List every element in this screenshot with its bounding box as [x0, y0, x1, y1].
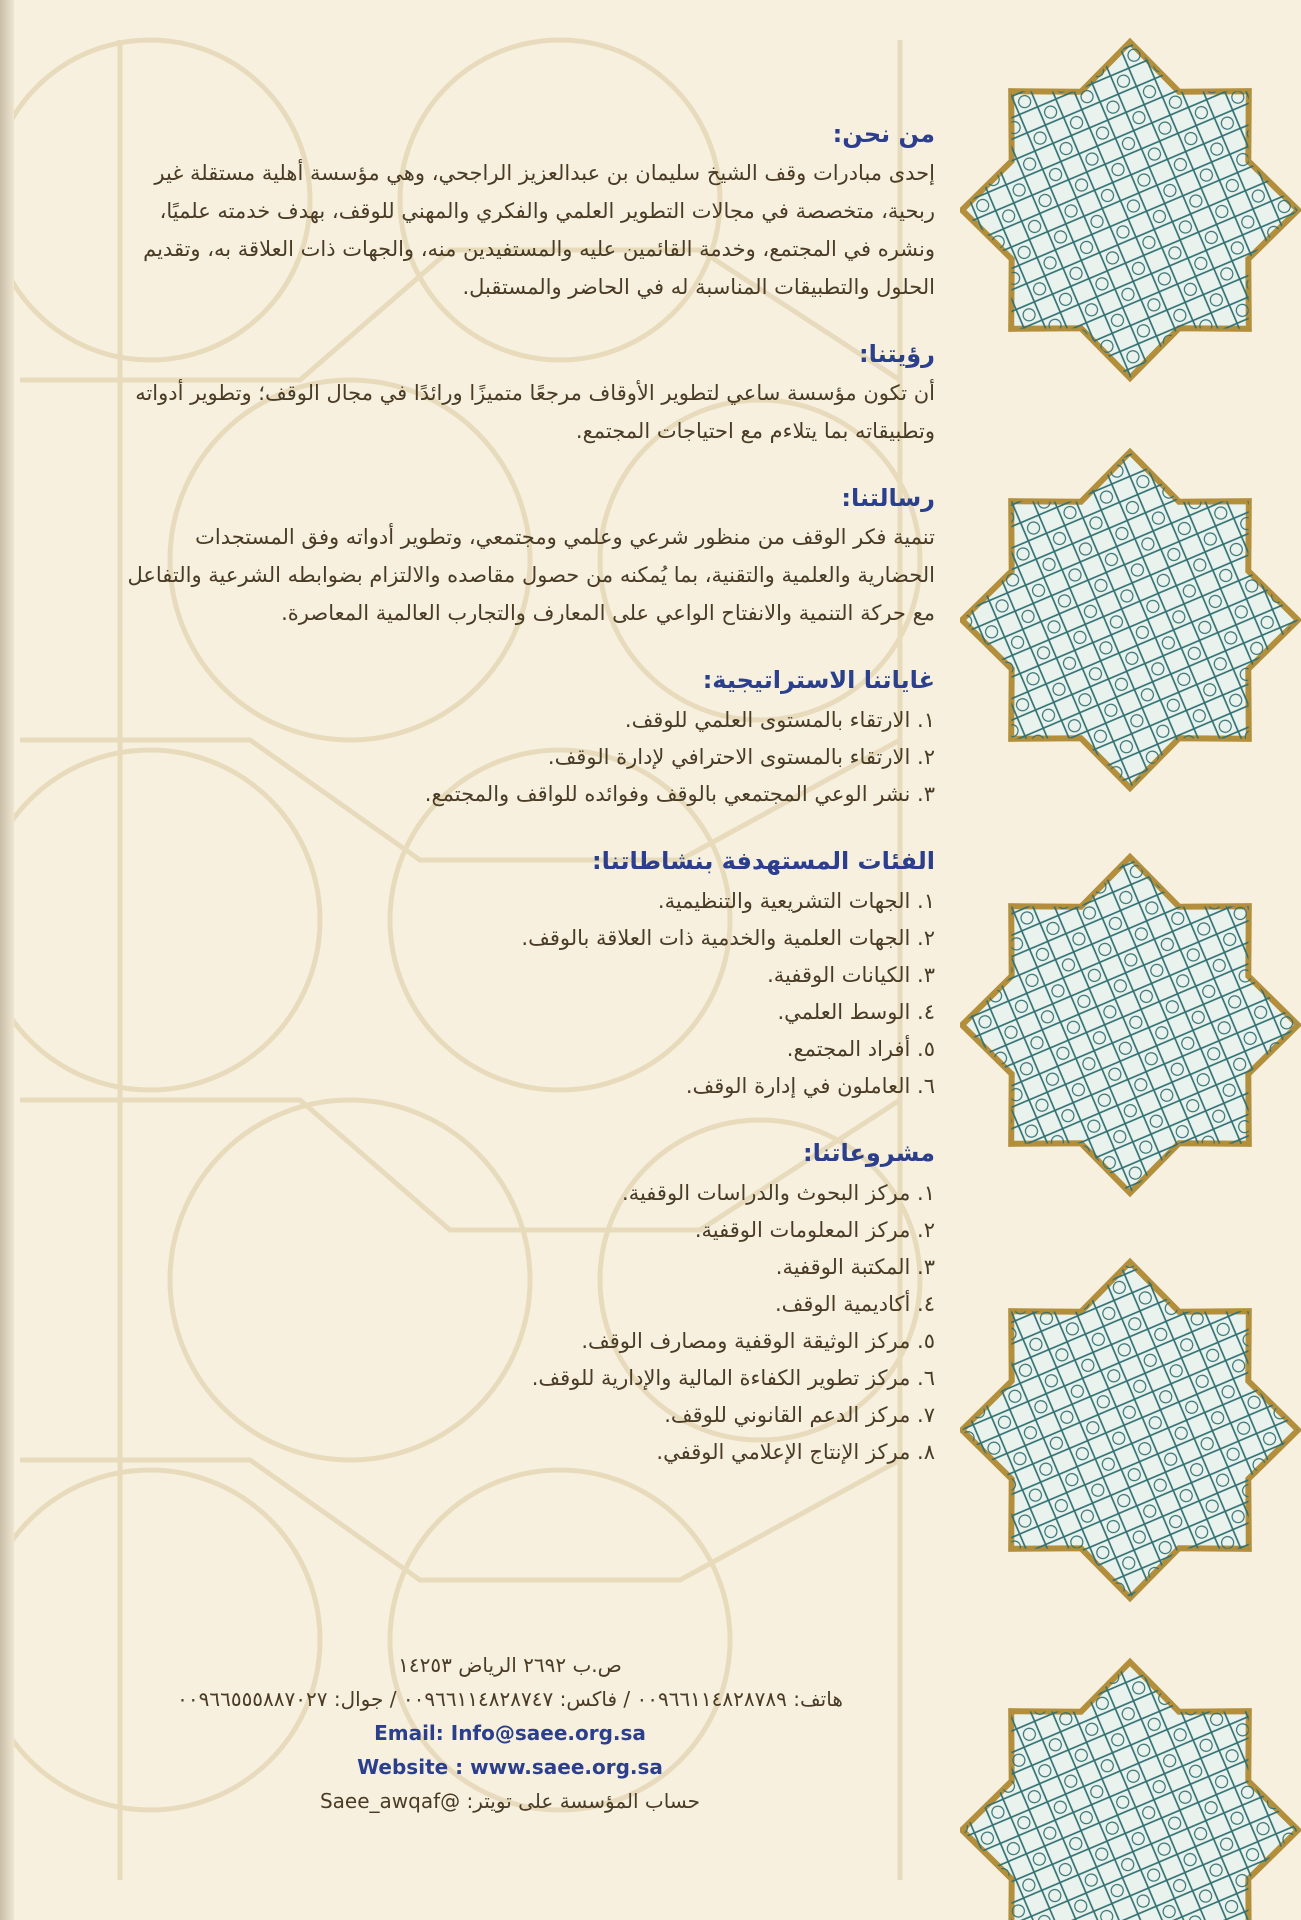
star-lattice — [962, 857, 1298, 1193]
list-item: ٣. المكتبة الوقفية. — [775, 1255, 935, 1279]
list-item: ٦. العاملون في إدارة الوقف. — [685, 1074, 935, 1098]
star-lattice — [962, 42, 1298, 378]
list-item: ١. الجهات التشريعية والتنظيمية. — [657, 889, 935, 913]
star-lattice — [962, 1662, 1298, 1920]
about-text: إحدى مبادرات وقف الشيخ سليمان بن عبدالعزيز الراجحي، وهي مؤسسة أهلية مستقلة غير ربحية، متخصصة في مجالات التطوير العلمي والفكري والمهني للوقف، بهدف خدمته علميًا، ونشره في المجتمع، وخدمة القائمين عليه والمستفيدين منه، والجهات ذات العلاقة به، وتقديم الحلول والتطبيقات المناسبة له في الحاضر والمستقبل. — [143, 161, 935, 299]
list-item: ٣. الكيانات الوقفية. — [767, 963, 935, 987]
mission-text: تنمية فكر الوقف من منظور شرعي وعلمي ومجتمعي، وتطوير أدواته وفق المستجدات الحضارية والعلمية والتقنية، بما يُمكنه من حصول مقاصده والالتزام بضوابطه الشرعية والتفاعل مع حركة التنمية والانفتاح الواعي على المعارف والتجارب العالمية المعاصرة. — [127, 525, 935, 625]
main-content — [120, 120, 935, 1505]
website-link[interactable]: Website : www.saee.org.sa — [357, 1755, 663, 1779]
target-section — [120, 847, 935, 1105]
vision-heading: رؤيتنا: — [859, 340, 935, 368]
projects-list — [120, 1175, 935, 1471]
vision-text: أن تكون مؤسسة ساعي لتطوير الأوقاف مرجعًا متميزًا ورائدًا في مجال الوقف؛ وتطوير أدواته وتطبيقاته بما يتلاءم مع احتياجات المجتمع. — [135, 381, 935, 443]
mission-heading: رسالتنا: — [841, 484, 935, 512]
vision-section — [120, 340, 935, 450]
list-item: ٤. أكاديمية الوقف. — [774, 1292, 935, 1316]
book-spine-edge — [0, 0, 14, 1920]
phone-numbers: هاتف: ٠٠٩٦٦١١٤٨٢٨٧٨٩ / فاكس: ٠٠٩٦٦١١٤٨٢٨٧٤٧ / جوال: ٠٠٩٦٦٥٥٥٨٨٧٠٢٧ — [177, 1687, 843, 1711]
list-item: ١. مركز البحوث والدراسات الوقفية. — [622, 1181, 935, 1205]
list-item: ٨. مركز الإنتاج الإعلامي الوقفي. — [656, 1440, 935, 1464]
twitter-handle[interactable]: حساب المؤسسة على تويتر: @Saee_awqaf — [319, 1789, 701, 1813]
list-item: ٦. مركز تطوير الكفاءة المالية والإدارية للوقف. — [531, 1366, 935, 1390]
goals-list — [120, 702, 935, 813]
goals-heading: غاياتنا الاستراتيجية: — [702, 666, 935, 694]
about-section — [120, 120, 935, 306]
list-item: ٥. مركز الوثيقة الوقفية ومصارف الوقف. — [581, 1329, 935, 1353]
list-item: ٢. مركز المعلومات الوقفية. — [694, 1218, 935, 1242]
target-heading: الفئات المستهدفة بنشاطاتنا: — [592, 847, 935, 875]
star-lattice — [962, 1262, 1298, 1598]
about-heading: من نحن: — [832, 120, 935, 148]
star-lattice — [962, 452, 1298, 788]
projects-heading: مشروعاتنا: — [803, 1139, 935, 1167]
goals-section — [120, 666, 935, 813]
list-item: ٢. الارتقاء بالمستوى الاحترافي لإدارة الوقف. — [547, 745, 935, 769]
list-item: ٤. الوسط العلمي. — [777, 1000, 935, 1024]
list-item: ٣. نشر الوعي المجتمعي بالوقف وفوائده للواقف والمجتمع. — [424, 782, 935, 806]
target-list — [120, 883, 935, 1105]
list-item: ٥. أفراد المجتمع. — [786, 1037, 935, 1061]
list-item: ٢. الجهات العلمية والخدمية ذات العلاقة بالوقف. — [521, 926, 935, 950]
list-item: ٧. مركز الدعم القانوني للوقف. — [664, 1403, 935, 1427]
contact-block — [140, 1648, 880, 1818]
po-box: ص.ب ٢٦٩٢ الرياض ١٤٢٥٣ — [398, 1653, 622, 1677]
projects-section — [120, 1139, 935, 1471]
list-item: ١. الارتقاء بالمستوى العلمي للوقف. — [624, 708, 935, 732]
mission-section — [120, 484, 935, 632]
star-ornament-column — [960, 0, 1301, 1920]
email-link[interactable]: Email: Info@saee.org.sa — [374, 1721, 646, 1745]
